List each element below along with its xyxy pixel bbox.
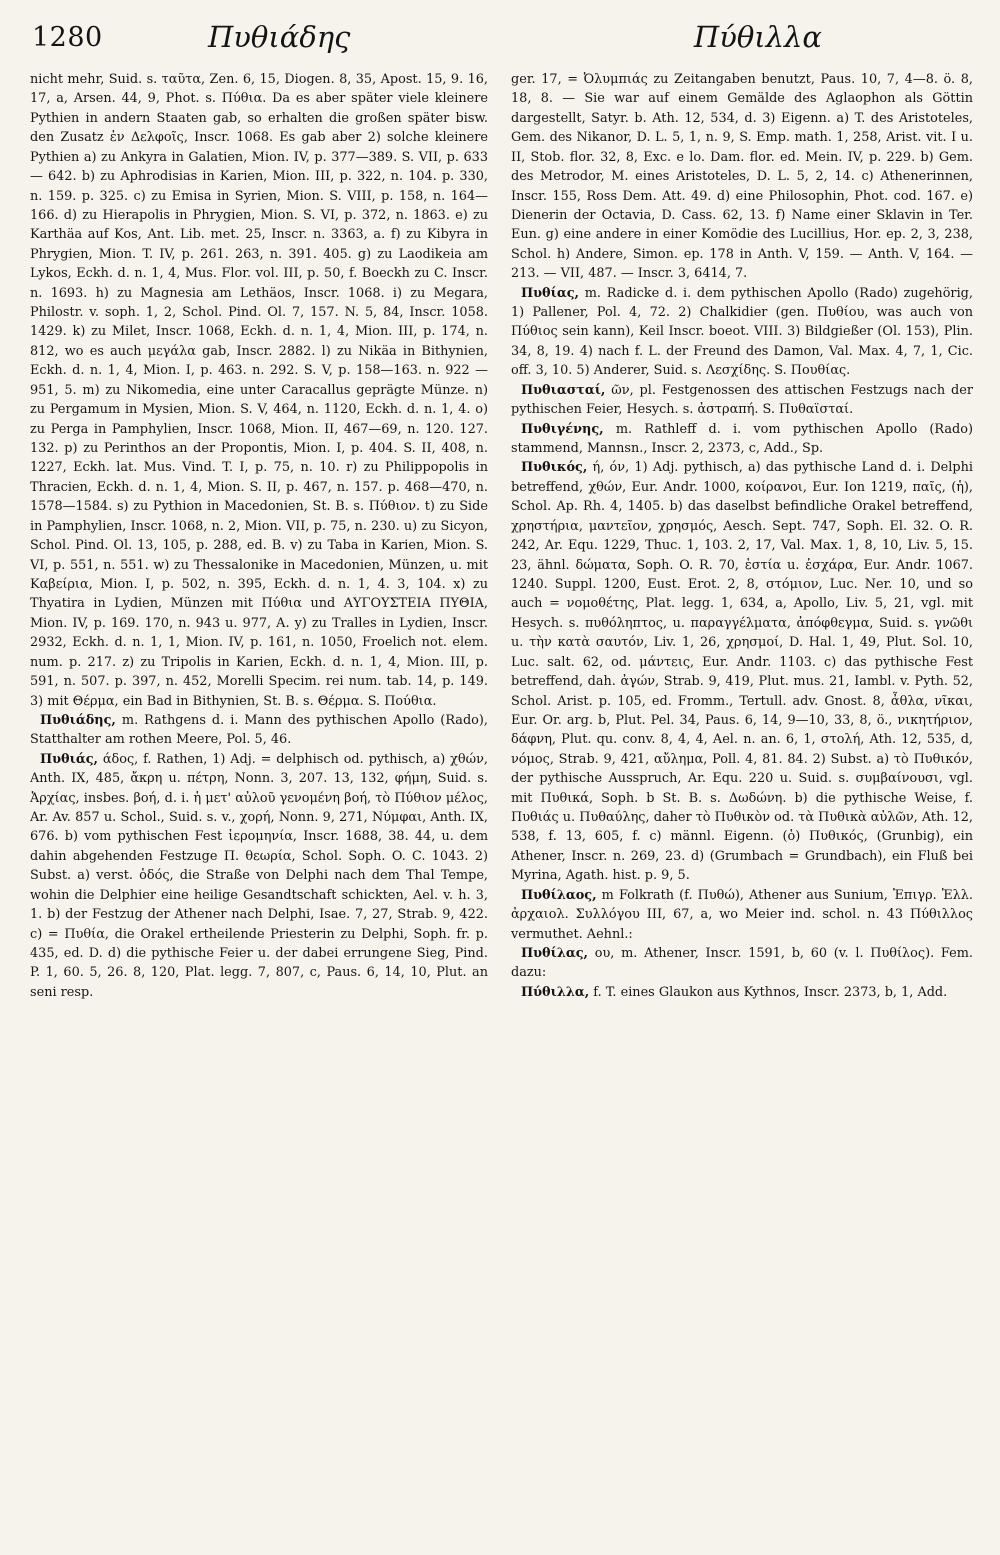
left-column	[30, 70, 488, 1540]
entry-headword: Πυθίλαος,	[521, 887, 597, 903]
page-header	[30, 18, 972, 64]
page-number: 1280	[32, 22, 103, 53]
dictionary-entry	[30, 750, 488, 1002]
dictionary-entry	[511, 284, 973, 381]
entry-headword: Πυθίας,	[521, 285, 579, 301]
dictionary-entry	[511, 983, 973, 1002]
dictionary-entry	[30, 711, 488, 750]
entry-headword: Πύθιλλα,	[521, 984, 590, 1000]
entry-headword: Πυθικός,	[521, 460, 588, 476]
entry-text: f. T. eines Glaukon aus Kythnos, Inscr. 2373, b, 1, Add.	[589, 984, 948, 1000]
entry-text: m. Rathgens d. i. Mann des pythischen Apollo (Rado), Statthalter am rothen Meere, Pol. 5, 46.	[30, 712, 488, 748]
entry-text: ger. 17, = Ὀλυμπιάς zu Zeitangaben benutzt, Paus. 10, 7, 4—8. ö. 8, 18, 8. — Sie war auf einem Gemälde des Aglaophon als Göttin dargestellt, Satyr. b. Ath. 12, 534, d. 3) Eigenn. a) T. des Aristoteles, Gem. des Nikanor, D. L. 5, 1, n. 9, S. Emp. math. 1, 258, Arist. vit. I u. II, Stob. flor. 32, 8, Exc. e lo. Dam. flor. ed. Mein. IV, p. 229. b) Gem. des Metrodor, M. eines Aristoteles, D. L. 5, 2, 14. c) Athenerinnen, Inscr. 155, Ross Dem. Att. 49. d) eine Philosophin, Phot. cod. 167. e) Dienerin der Octavia, D. Cass. 62, 13. f) Name einer Sklavin in Ter. Eun. g) eine andere in einer Komödie des Lucillius, Hor. ep. 2, 3, 238, Schol. h) Andere, Simon. ep. 178 in Anth. V, 159. — Anth. V, 164. — 213. — VII, 487. — Inscr. 3, 6414, 7.	[511, 72, 973, 282]
dictionary-entry	[511, 420, 973, 459]
entry-text: m Folkrath (f. Πυθώ), Athener aus Sunium, Ἐπιγρ. Ἑλλ. ἀρχαιολ. Συλλόγου III, 67, a, wo Meier ind. schol. n. 43 Πύθιλλος vermuthet. Aehnl.:	[511, 887, 973, 942]
entry-headword: Πυθιγένης,	[521, 421, 604, 437]
entry-text: ου, m. Athener, Inscr. 1591, b, 60 (v. l. Πυθίλος). Fem. dazu:	[511, 945, 973, 981]
right-running-head: Πύθιλλα	[693, 20, 822, 54]
dictionary-entry	[511, 886, 973, 944]
entry-text: m. Rathleff d. i. vom pythischen Apollo (Rado) stammend, Mannsn., Inscr. 2, 2373, c, Add., Sp.	[511, 421, 973, 457]
entry-text: άδος, f. Rathen, 1) Adj. = delphisch od. pythisch, a) χθών, Anth. IX, 485, ἄκρη u. πέτρη, Nonn. 3, 207. 13, 132, φήμη, Suid. s. Ἀρχίας, insbes. βοή, d. i. ἡ μετ' αὐλοῦ γενομένη βοή, τὸ Πύθιον μέλος, Ar. Av. 857 u. Schol., Suid. s. v., χορή, Nonn. 9, 271, Νύμφαι, Anth. IX, 676. b) vom pythischen Fest ἱερομηνία, Inscr. 1688, 38. 44, u. dem dahin abgehenden Festzuge Π. θεωρία, Schol. Soph. O. C. 1043. 2) Subst. a) verst. ὁδός, die Straße von Delphi nach dem Thal Tempe, wohin die Delphier eine heilige Gesandtschaft schickten, Ael. v. h. 3, 1. b) der Festzug der Athener nach Delphi, Isae. 7, 27, Strab. 9, 422. c) = Πυθία, die Orakel ertheilende Priesterin zu Delphi, Soph. fr. p. 435, ed. D. d) die pythische Feier u. der dabei errungene Sieg, Pind. P. 1, 60. 5, 26. 8, 120, Plat. legg. 7, 807, c, Paus. 6, 14, 10, Plut. an seni resp.	[30, 751, 488, 1000]
entry-text: m. Radicke d. i. dem pythischen Apollo (Rado) zugehörig, 1) Pallener, Pol. 4, 72. 2) Chalkidier (gen. Πυθίου, was auch von Πύθιος sein kann), Keil Inscr. boeot. VIII. 3) Bildgießer (Ol. 153), Plin. 34, 8, 19. 4) nach f. L. der Freund des Damon, Val. Max. 4, 7, 1, Cic. off. 3, 10. 5) Anderer, Suid. s. Λεσχίδης. S. Πουθίας.	[511, 285, 973, 379]
entry-headword: Πυθίλας,	[521, 945, 589, 961]
left-running-head: Πυθιάδης	[208, 20, 351, 54]
entry-continuation	[30, 70, 488, 711]
dictionary-entry	[511, 458, 973, 885]
entry-text: nicht mehr, Suid. s. ταῦτα, Zen. 6, 15, Diogen. 8, 35, Apost. 15, 9. 16, 17, a, Arsen. 44, 9, Phot. s. Πύθια. Da es aber später viele kleinere Pythien in andern Staaten gab, so erhalten die großen später bisw. den Zusatz ἐν Δελφοῖς, Inscr. 1068. Es gab aber 2) solche kleinere Pythien a) zu Ankyra in Galatien, Mion. IV, p. 377—389. S. VII, p. 633 — 642. b) zu Aphrodisias in Karien, Mion. III, p. 322, n. 104. p. 330, n. 159. p. 325. c) zu Emisa in Syrien, Mion. S. VIII, p. 158, n. 164—166. d) zu Hierapolis in Phrygien, Mion. S. VI, p. 372, n. 1863. e) zu Karthäa auf Kos, Ant. Lib. met. 25, Inscr. n. 3363, a. f) zu Kibyra in Phrygien, Mion. T. IV, p. 261. 263, n. 391. 405. g) zu Laodikeia am Lykos, Eckh. d. n. 1, 4, Mus. Flor. vol. III, p. 50, f. Boeckh zu C. Inscr. n. 1693. h) zu Magnesia am Lethäos, Inscr. 1068. i) zu Megara, Philostr. v. soph. 1, 2, Schol. Pind. Ol. 7, 157. N. 5, 84, Inscr. 1058. 1429. k) zu Milet, Inscr. 1068, Eckh. d. n. 1, 4, Mion. III, p. 174, n. 812, wo es auch μεγάλα gab, Inscr. 2882. l) zu Nikäa in Bithynien, Eckh. d. n. 1, 4, Mion. I, p. 463. n. 292. S. V, p. 158—163. n. 922 — 951, 5. m) zu Nikomedia, eine unter Caracallus geprägte Münze. n) zu Pergamum in Mysien, Mion. S. V, 464, n. 1120, Eckh. d. n. 1, 4. o) zu Perga in Pamphylien, Inscr. 1068, Mion. II, 467—69, n. 120. 127. 132. p) zu Perinthos an der Propontis, Mion. I, p. 404. S. II, 408, n. 1227, Eckh. lat. Mus. Vind. T. I, p. 75, n. 10. r) zu Philippopolis in Thracien, Eckh. d. n. 1, 4, Mion. S. II, p. 467, n. 157. p. 468—470, n. 1578—1584. s) zu Pythion in Macedonien, St. B. s. Πύθιον. t) zu Side in Pamphylien, Inscr. 1068, n. 2, Mion. VII, p. 75, n. 230. u) zu Sicyon, Schol. Pind. Ol. 13, 105, p. 288, ed. B. v) zu Taba in Karien, Mion. S. VI, p. 551, n. 551. w) zu Thessalonike in Macedonien, Münzen, u. mit Καβείρια, Mion. I, p. 502, n. 395, Eckh. d. n. 1, 4. 3, 104. x) zu Thyatira in Lydien, Münzen mit Πύθια und ΑΥΓΟΥΣΤΕΙΑ ΠΥΘΙΑ, Mion. IV, p. 169. 170, n. 943 u. 977, A. y) zu Tralles in Lydien, Inscr. 2932, Eckh. d. n. 1, 1, Mion. IV, p. 161, n. 1050, Froelich not. elem. num. p. 217. z) zu Tripolis in Karien, Eckh. d. n. 1, 4, Mion. III, p. 591, n. 507. p. 397, n. 452, Morelli Specim. rei num. tab. 14, p. 149. 3) mit Θέρμα, ein Bad in Bithynien, St. B. s. Θέρμα. S. Πούθια.	[30, 72, 488, 709]
entry-headword: Πυθιασταί,	[521, 382, 606, 398]
right-column	[511, 70, 973, 1540]
entry-text: ῶν, pl. Festgenossen des attischen Festzugs nach der pythischen Feier, Hesych. s. ἀστραπή. S. Πυθαϊσταί.	[511, 382, 973, 418]
entry-text: ή, όν, 1) Adj. pythisch, a) das pythische Land d. i. Delphi betreffend, χθών, Eur. Andr. 1000, κοίρανοι, Eur. Ion 1219, παῖς, (ἡ), Schol. Ap. Rh. 4, 1405. b) das daselbst befindliche Orakel betreffend, χρηστήρια, μαντεῖον, χρησμός, Aesch. Sept. 747, Soph. El. 32. O. R. 242, Ar. Equ. 1229, Thuc. 1, 103. 2, 17, Val. Max. 1, 8, 10, Liv. 5, 15. 23, ähnl. δώματα, Soph. O. R. 70, ἑστία u. ἐσχάρα, Eur. Andr. 1067. 1240. Suppl. 1200, Eust. Erot. 2, 8, στόμιον, Luc. Ner. 10, und so auch = νομοθέτης, Plat. legg. 1, 634, a, Apollo, Liv. 5, 21, vgl. mit Hesych. s. πυθόληπτος, u. παραγγέλματα, ἀπόφθεγμα, Suid. s. γνῶθι u. τὴν κατὰ σαυτόν, Liv. 1, 26, χρησμοί, D. Hal. 1, 49, Plut. Sol. 10, Luc. salt. 62, od. μάντεις, Eur. Andr. 1103. c) das pythische Fest betreffend, dah. ἀγών, Strab. 9, 419, Plut. mus. 21, Iambl. v. Pyth. 52, Schol. Arist. p. 105, ed. Fromm., Tertull. adv. Gnost. 8, ἆθλα, νῖκαι, Eur. Or. arg. b, Plut. Pel. 34, Paus. 6, 14, 9—10, 33, 8, ö., νικητήριον, δάφνη, Plut. qu. conv. 8, 4, 4, Ael. n. an. 6, 1, στολή, Ath. 12, 535, d, νόμος, Strab. 9, 421, αὔλημα, Poll. 4, 81. 84. 2) Subst. a) τὸ Πυθικόν, der pythische Ausspruch, Ar. Equ. 220 u. Suid. s. συμβαίνουσι, vgl. mit Πυθικά, Soph. b St. B. s. Δωδώνη. b) die pythische Weise, f. Πυθιάς u. Πυθαύλης, daher τὸ Πυθικὸν od. τὰ Πυθικὰ αὐλῶν, Ath. 12, 538, f. 13, 605, f. c) männl. Eigenn. (ὁ) Πυθικός, (Grunbig), ein Athener, Inscr. n. 269, 23. d) (Grumbach = Grundbach), ein Fluß bei Myrina, Agath. hist. p. 9, 5.	[511, 460, 973, 884]
dictionary-entry	[511, 381, 973, 420]
entry-continuation	[511, 70, 973, 284]
entry-headword: Πυθιάς,	[40, 751, 98, 767]
dictionary-entry	[511, 944, 973, 983]
entry-headword: Πυθιάδης,	[40, 712, 116, 728]
